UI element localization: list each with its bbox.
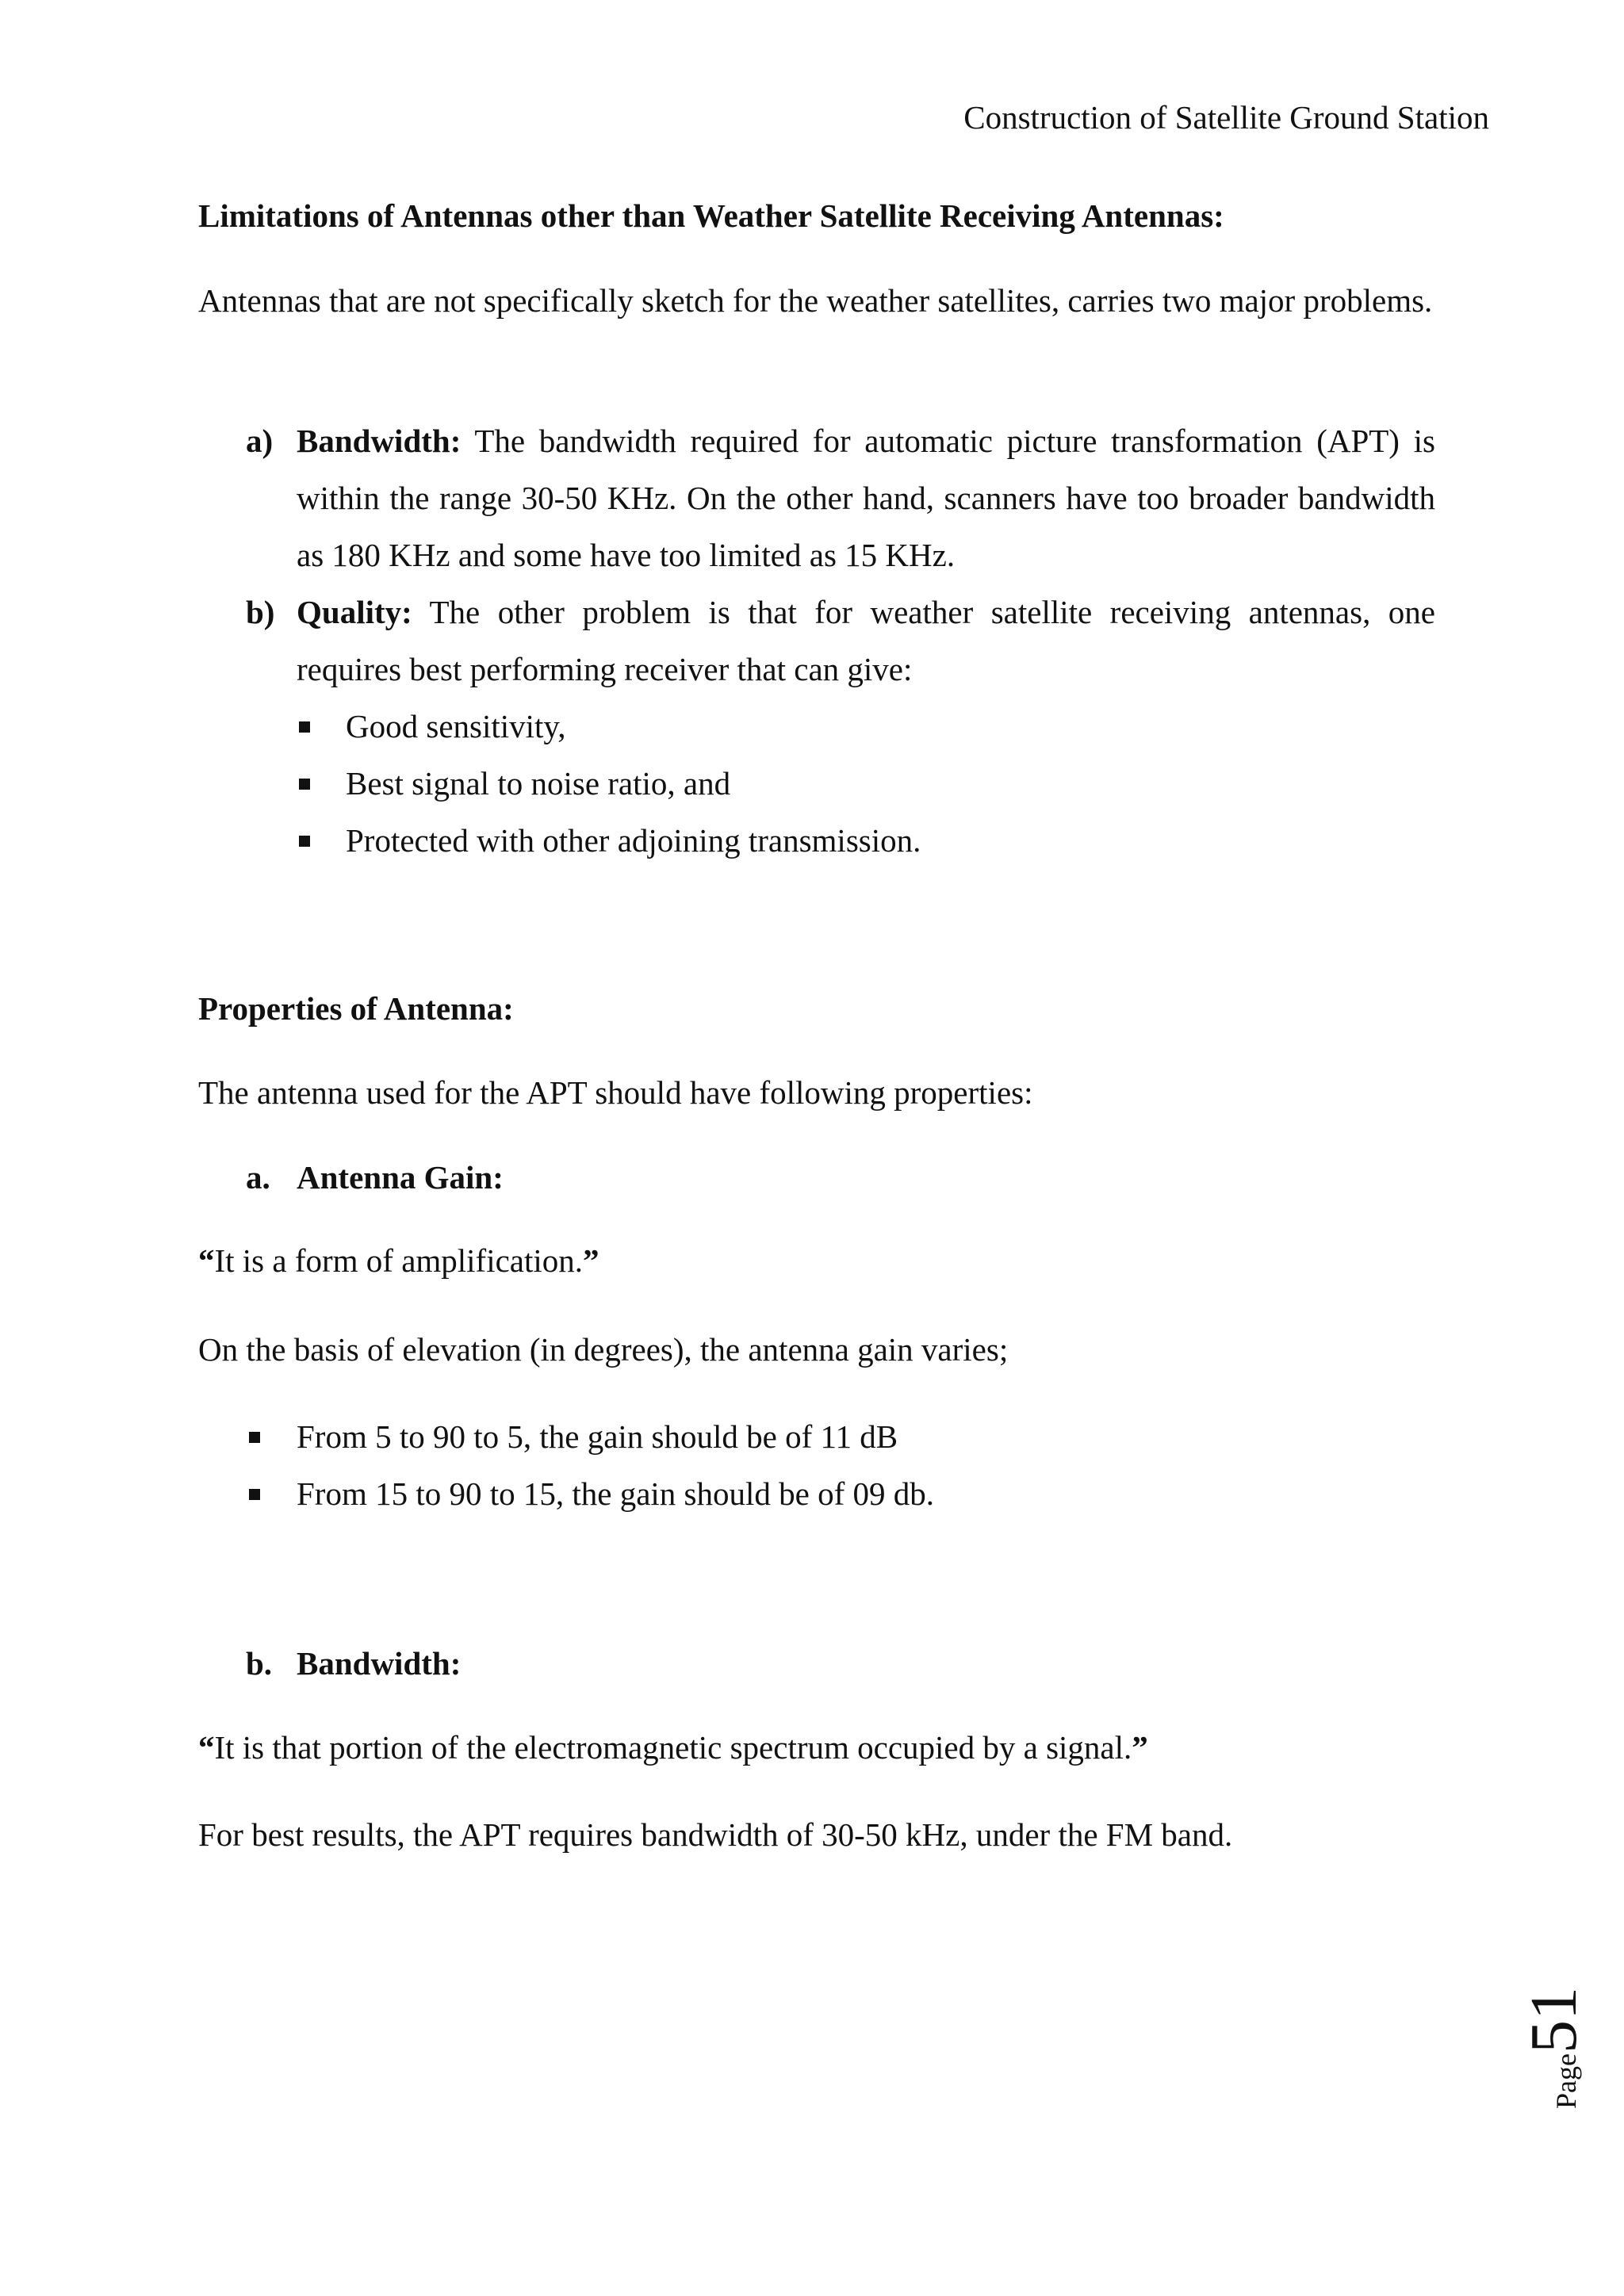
list-item-quality-line2: requires best performing receiver that can give: <box>297 651 913 687</box>
quote-bandwidth <box>198 1724 1148 1771</box>
page-number <box>1517 1974 1591 2109</box>
list-item-bandwidth-line2: within the range 30-50 KHz. On the other hand, scanners have too broader bandwidth <box>297 480 1435 516</box>
list-item-quality-line1 <box>297 588 1435 636</box>
list-item-bandwidth-text: The bandwidth required for automatic picture transformation (APT) is <box>461 423 1435 459</box>
bullet-square-icon <box>299 836 310 847</box>
bullet-item-gain-11db: From 5 to 90 to 5, the gain should be of 11 dB <box>297 1418 898 1455</box>
quote-antenna-gain <box>198 1237 599 1284</box>
quote-text: It is a form of amplification. <box>214 1242 584 1279</box>
quote-text: It is that portion of the electromagnetic spectrum occupied by a signal. <box>214 1729 1132 1766</box>
subheading-antenna-gain: Antenna Gain: <box>297 1159 504 1196</box>
bullet-item-gain-09db: From 15 to 90 to 15, the gain should be of 09 db. <box>297 1475 935 1512</box>
list-item-title-quality: Quality: <box>297 594 412 630</box>
list-item-quality-text: The other problem is that for weather satellite receiving antennas, one <box>412 594 1435 630</box>
bullet-item-sensitivity: Good sensitivity, <box>346 708 566 744</box>
paragraph-elevation: On the basis of elevation (in degrees), the antenna gain varies; <box>198 1331 1009 1368</box>
section-heading-limitations: Limitations of Antennas other than Weather Satellite Receiving Antennas: <box>198 197 1224 234</box>
quote-close-mark: ” <box>583 1242 599 1279</box>
list-marker-b: b) <box>246 594 275 630</box>
bullet-square-icon <box>299 721 310 733</box>
quote-open-mark: “ <box>198 1242 215 1279</box>
bullet-item-protected: Protected with other adjoining transmission. <box>346 822 921 859</box>
section-heading-properties: Properties of Antenna: <box>198 990 514 1027</box>
page-number-value: 51 <box>1517 1987 1591 2054</box>
sub-marker-a: a. <box>246 1159 270 1196</box>
intro-paragraph-limitations: Antennas that are not specifically sketch for the weather satellites, carries two major problems. <box>198 282 1433 319</box>
running-header: Construction of Satellite Ground Station <box>963 99 1489 136</box>
subheading-bandwidth: Bandwidth: <box>297 1645 462 1682</box>
quote-close-mark: ” <box>1132 1729 1148 1766</box>
bullet-square-icon <box>299 779 310 790</box>
intro-paragraph-properties: The antenna used for the APT should have following properties: <box>198 1074 1033 1111</box>
quote-open-mark: “ <box>198 1729 215 1766</box>
paragraph-apt-bandwidth: For best results, the APT requires bandwidth of 30-50 kHz, under the FM band. <box>198 1816 1233 1853</box>
list-item-bandwidth-line1 <box>297 417 1435 465</box>
bullet-item-snr: Best signal to noise ratio, and <box>346 765 731 802</box>
page-label: Page <box>1550 2053 1582 2109</box>
bullet-square-icon <box>249 1432 260 1443</box>
list-item-title-bandwidth: Bandwidth: <box>297 423 462 459</box>
bullet-square-icon <box>249 1489 260 1500</box>
list-marker-a: a) <box>246 423 274 459</box>
list-item-bandwidth-line3: as 180 KHz and some have too limited as 15 KHz. <box>297 537 956 573</box>
sub-marker-b: b. <box>246 1645 273 1682</box>
